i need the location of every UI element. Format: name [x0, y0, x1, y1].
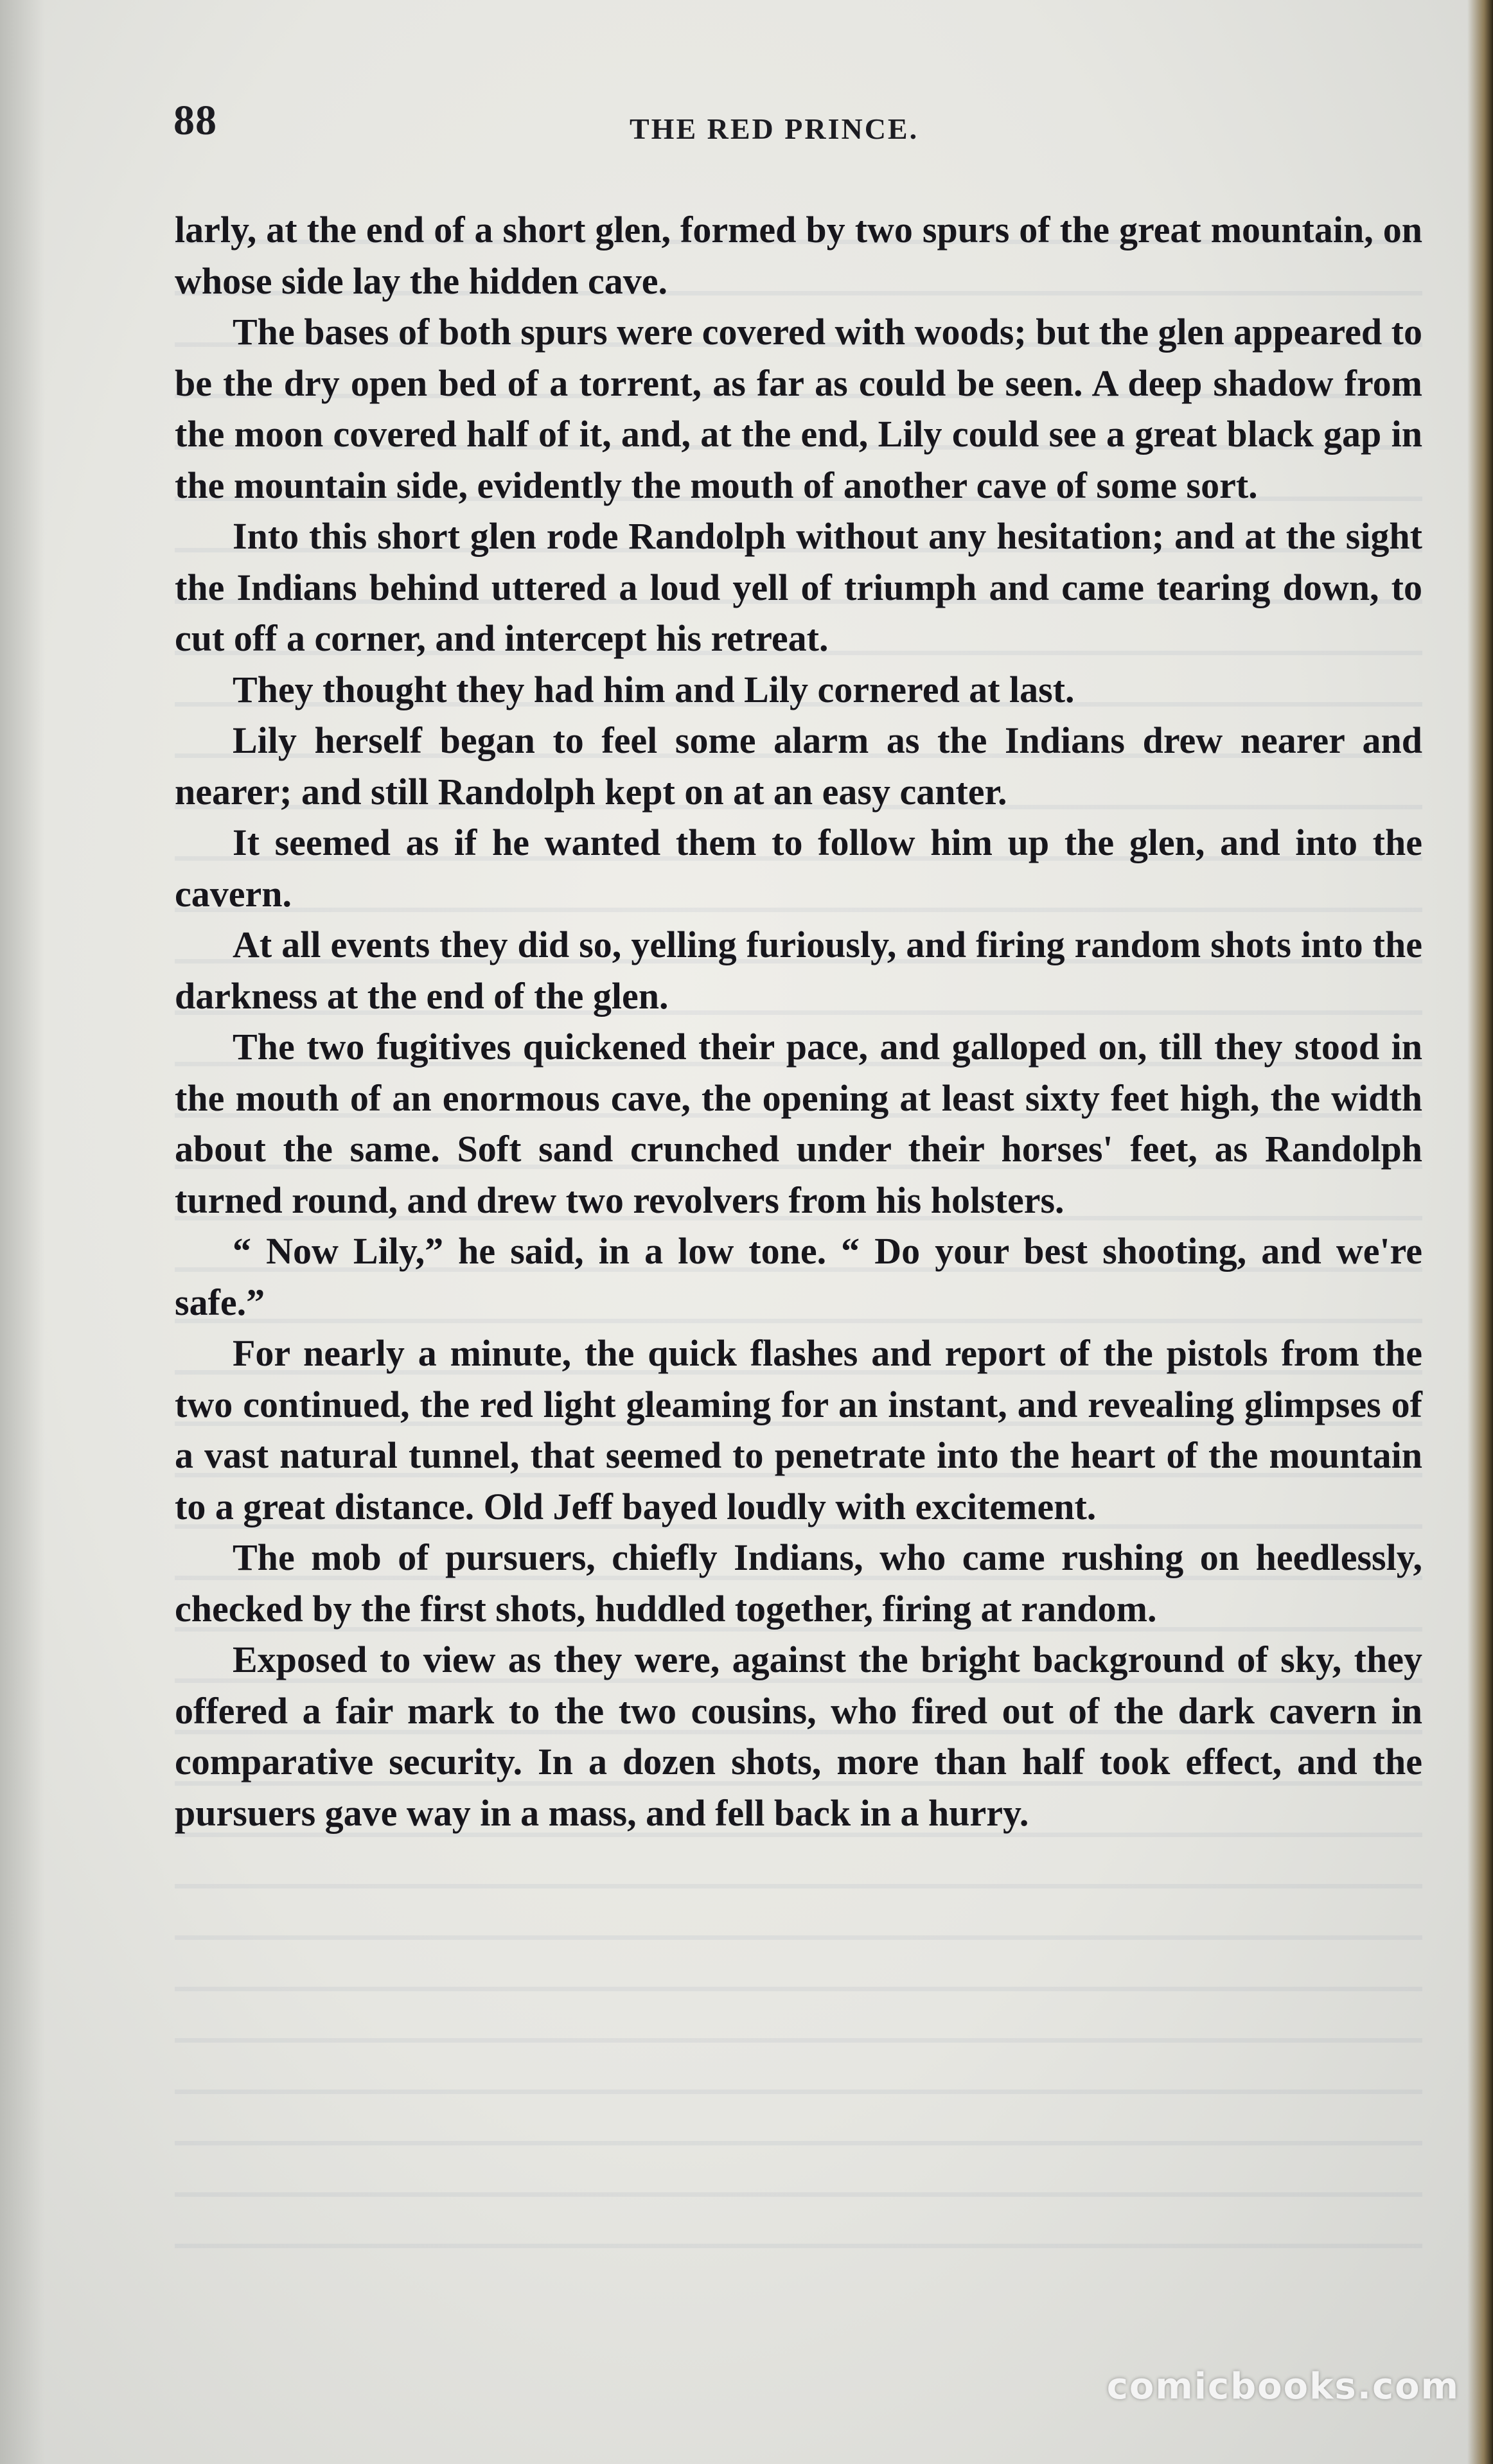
page-number: 88: [173, 97, 217, 144]
page-header: [173, 96, 1413, 154]
paragraph: larly, at the end of a short glen, formed by two spurs of the great mountain, on whose side lay the hidden cave.: [175, 209, 1422, 302]
paragraph: At all events they did so, yelling furiously, and firing random shots into the darkness at the end of the glen.: [175, 924, 1422, 1017]
page-edge: [1467, 0, 1493, 2464]
running-title: THE RED PRINCE.: [630, 112, 919, 145]
paragraph: The two fugitives quickened their pace, and galloped on, till they stood in the mouth of an enormous cave, the opening at least sixty feet high, the width about the same. Soft sand crunched under their horses' feet, as Randolph turned round, and drew two revolvers from his holsters.: [175, 1026, 1422, 1221]
paragraph: The bases of both spurs were covered with woods; but the glen appeared to be the dry open bed of a torrent, as far as could be seen. A deep shadow from the moon covered half of it, and, at the end, Lily could see a great black gap in the mountain side, evidently the mouth of another cave of some sort.: [175, 311, 1422, 506]
paragraph: Lily herself began to feel some alarm as the Indians drew nearer and nearer; and still Randolph kept on at an easy canter.: [175, 719, 1422, 813]
body-text: [175, 204, 1422, 1838]
paragraph: For nearly a minute, the quick flashes and report of the pistols from the two continued, the red light gleaming for an instant, and revealing glimpses of a vast natural tunnel, that seemed to penetrate into the heart of the mountain to a great distance. Old Jeff bayed loudly with excitement.: [175, 1332, 1422, 1527]
paragraph: “ Now Lily,” he said, in a low tone. “ Do your best shooting, and we're safe.”: [175, 1230, 1422, 1323]
page-gutter-shadow: [0, 0, 45, 2464]
paragraph: Into this short glen rode Randolph without any hesitation; and at the sight the Indians behind uttered a loud yell of triumph and came tearing down, to cut off a corner, and intercept his retreat.: [175, 515, 1422, 659]
paragraph: They thought they had him and Lily cornered at last.: [233, 668, 1075, 710]
paragraph: Exposed to view as they were, against the bright background of sky, they offered a fair mark to the two cousins, who fired out of the dark cavern in comparative security. In a dozen shots, more than half took effect, and the pursuers gave way in a mass, and fell back in a hurry.: [175, 1639, 1422, 1834]
paragraph: It seemed as if he wanted them to follow him up the glen, and into the cavern.: [175, 822, 1422, 915]
watermark: comicbooks.com: [1106, 2366, 1460, 2407]
paragraph: The mob of pursuers, chiefly Indians, who came rushing on heedlessly, checked by the first shots, huddled together, firing at random.: [175, 1536, 1422, 1630]
